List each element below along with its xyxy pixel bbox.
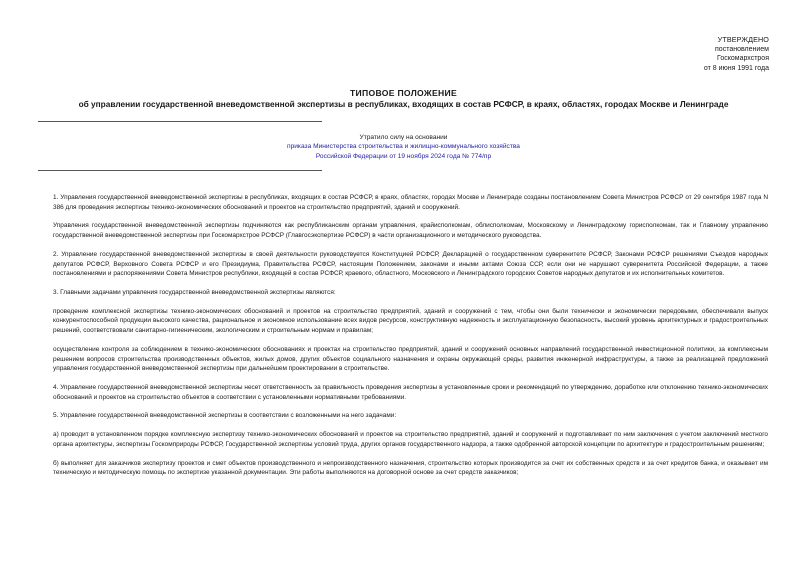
approval-stamp bbox=[704, 35, 769, 73]
paragraph-1: 1. Управления государственной вневедомственной экспертизы в республиках, входящих в состав РСФСР, в краях, областях, городах Москве и Ленинграде созданы постановлением Совета Министров РСФСР от 29 сентября 1987 года N 386 для проведения экспертизы технико-экономических обоснований и проектов на строительство предприятий, зданий и сооружений. bbox=[53, 194, 768, 211]
paragraph-3: 3. Главными задачами управления государственной вневедомственной экспертизы являются: bbox=[53, 289, 336, 296]
paragraph-3-task-control: осуществление контроля за соблюдением в технико-экономических обоснованиях и проектах на строительство предприятий, зданий и сооружений основных направлений государственной инвестиционной политики, за комплексным решением вопросов строительства производственных объектов, жилых домов, других объектов социального назначения и охраны окружающей среды, развития инженерной инфраструктуры, а также за реализацией предложений управления государственной вневедомственной экспертизы при дальнейшем проектировании в строительстве. bbox=[53, 345, 768, 373]
approved-line: Госкомархстроя bbox=[717, 55, 769, 63]
void-notice bbox=[0, 133, 807, 161]
paragraph-5: 5. Управление государственной вневедомственной экспертизы в соответствии с возложенными на него задачами: bbox=[53, 412, 397, 420]
approved-line: постановлением bbox=[715, 45, 769, 53]
divider-bottom bbox=[38, 170, 322, 171]
title-main: ТИПОВОЕ ПОЛОЖЕНИЕ bbox=[349, 88, 458, 98]
divider-top bbox=[38, 121, 322, 122]
approved-date: от 8 июня 1991 года bbox=[703, 64, 769, 72]
paragraph-5b: б) выполняет для заказчиков экспертизу проектов и смет объектов производственного и непроизводственного назначения, строительство которых производится за счет их собственных средств и за счет кредитов банка, и оказывает им техническую и методическую помощь по экспертизе указанной документации. Эти работы выполняются на договорной основе за счет средств заказчиков; bbox=[53, 459, 768, 477]
paragraph-2: 2. Управление государственной вневедомственной экспертизы в своей деятельности руководствуется Конституцией РСФСР, Декларацией о государственном суверенитете РСФСР, Законами РСФСР решениями Съездов народных депутатов РСФСР, Верховного Совета РСФСР и его Президиума, Правительства РСФСР, настоящим Положением, законами и иными актами Союза ССР, если они не нарушают суверенитета Российской Федерации, а также постановлениями и распоряжениями Совета Министров республики, входящей в состав РСФСР, краевого, областного, Московского и Ленинградского городских Советов народных депутатов и их исполнительных комитетов. bbox=[53, 250, 768, 278]
paragraph-4: 4. Управление государственной вневедомственной экспертизы несет ответственность за правильность проведения экспертизы в установленные сроки и рекомендаций по утверждению, доработке или отклонению технико-экономических обоснований и проектов на строительство объектов в соответствии с установленными нормативными требованиями. bbox=[53, 384, 768, 401]
document-title bbox=[0, 88, 807, 109]
void-order-link[interactable]: приказа Министерства строительства и жилищно-коммунального хозяйства bbox=[287, 143, 520, 151]
approved-heading: УТВЕРЖДЕНО bbox=[717, 35, 769, 44]
paragraph-1-subordination: Управления государственной вневедомственной экспертизы подчиняются как республиканским органам управления, крайисполкомам, облисполкомам, Московскому и Ленинградскому горисполкомам, так и Главному управлению государственной вневедомственной экспертизы при Госкомархстрое РСФСР (Главгосэкспертизе РСФСР) в части организационного и методического руководства. bbox=[53, 222, 768, 240]
void-notice-text: Утратило силу на основании bbox=[359, 134, 448, 141]
document-body bbox=[53, 193, 768, 487]
paragraph-3-task-expertise: проведение комплексной экспертизы технико-экономических обоснований и проектов на строительство предприятий, зданий и сооружений с тем, чтобы они были технически и экономически передовыми, обеспечивали выпуск конкурентоспособной продукции высокого качества, рациональное и экономное использование всех видов ресурсов, конструктивную надежность и эксплуатационную безопасность, высокий уровень архитектурных и градостроительных решений, соответствовали санитарно-гигиеническим, экологическим и строительным нормам и правилам; bbox=[53, 307, 768, 335]
paragraph-5a: а) проводит в установленном порядке комплексную экспертизу технико-экономических обоснований и проектов на строительство предприятий, зданий и сооружений и подготавливает по ним заключения с учетом заключений местного органа архитектуры, экспертизы Госкомприроды РСФСР, Государственной экспертизы условий труда, других органов государственного надзора, а также одобренной авторской концепции по архитектуре и градостроительным решениям; bbox=[53, 431, 768, 448]
void-order-link-date[interactable]: Российской Федерации от 19 ноября 2024 года № 774/пр bbox=[315, 152, 492, 160]
title-subtitle: об управлении государственной вневедомственной экспертизы в республиках, входящих в состав РСФСР, в краях, областях, городах Москве и Ленинграде bbox=[78, 98, 729, 109]
